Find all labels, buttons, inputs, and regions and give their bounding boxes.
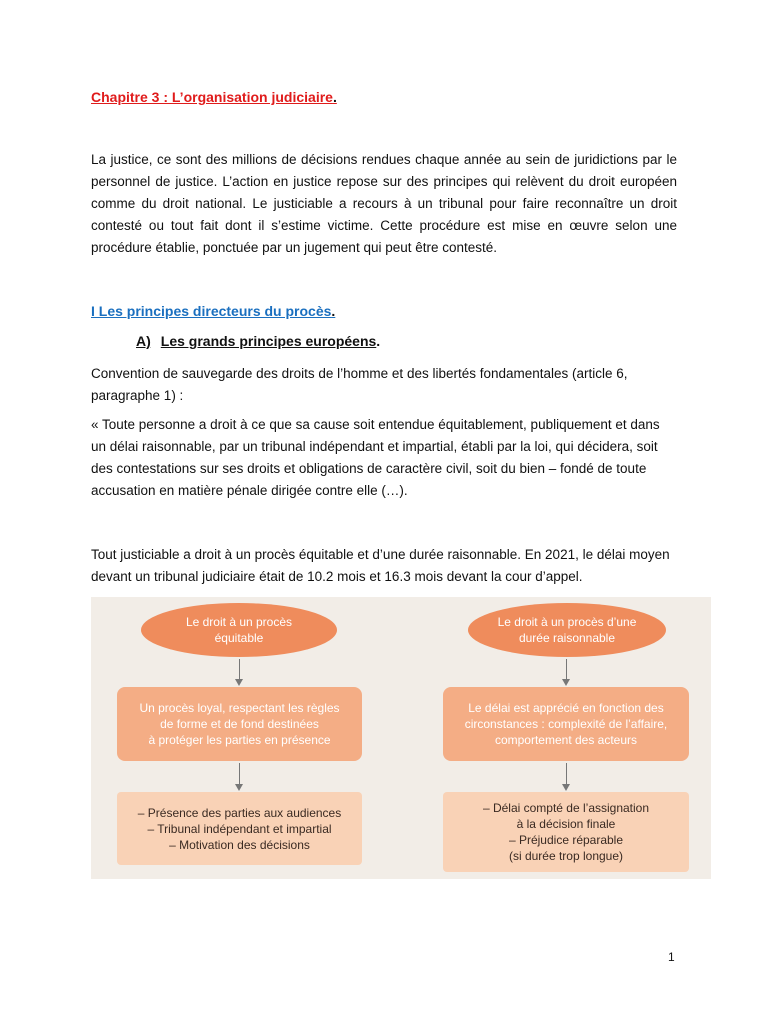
- section-title: I Les principes directeurs du procès.: [91, 303, 336, 319]
- arrow-down-icon: [566, 763, 567, 785]
- chapter-title: Chapitre 3 : L’organisation judiciaire.: [91, 89, 337, 105]
- subsection-title: A) Les grands principes européens.: [136, 333, 381, 349]
- right-middle-box: Le délai est apprécié en fonction des circonstances : complexité de l’affaire, comportement des acteurs: [443, 687, 689, 761]
- arrow-down-icon: [239, 763, 240, 785]
- arrow-down-icon: [566, 659, 567, 680]
- right-oval-reasonable-duration: Le droit à un procès d’une durée raisonnable: [468, 603, 666, 657]
- left-bottom-box: – Présence des parties aux audiences – Tribunal indépendant et impartial – Motivation des décisions: [117, 792, 362, 865]
- principles-diagram: [91, 597, 711, 879]
- convention-intro: Convention de sauvegarde des droits de l’homme et des libertés fondamentales (article 6, paragraphe 1) :: [91, 366, 628, 403]
- arrow-down-icon: [239, 659, 240, 680]
- intro-paragraph: La justice, ce sont des millions de décisions rendues chaque année au sein de juridictions par le personnel de justice. L’action en justice repose sur des principes qui relèvent du droit européen comme du droit national. Le justiciable a recours à un tribunal pour faire reconnaître un droit contesté ou tout fait dont il s’estime victime. Cette procédure est mise en œuvre selon une procédure établie, ponctuée par un jugement qui peut être contesté.: [91, 152, 677, 255]
- page-number: 1: [668, 950, 675, 964]
- left-middle-box: Un procès loyal, respectant les règles de forme et de fond destinées à protéger les parties en présence: [117, 687, 362, 761]
- summary-paragraph: Tout justiciable a droit à un procès équitable et d’une durée raisonnable. En 2021, le délai moyen devant un tribunal judiciaire était de 10.2 mois et 16.3 mois devant la cour d’appel.: [91, 547, 670, 584]
- right-bottom-box: – Délai compté de l’assignation à la décision finale – Préjudice réparable (si durée trop longue): [443, 792, 689, 872]
- convention-quote: « Toute personne a droit à ce que sa cause soit entendue équitablement, publiquement et dans un délai raisonnable, par un tribunal indépendant et impartial, établi par la loi, qui décidera, soit des contestations sur ses droits et obligations de caractère civil, soit du bien – fondé de toute accusation en matière pénale dirigée contre elle (…).: [91, 417, 660, 498]
- left-oval-fair-trial: Le droit à un procès équitable: [141, 603, 337, 657]
